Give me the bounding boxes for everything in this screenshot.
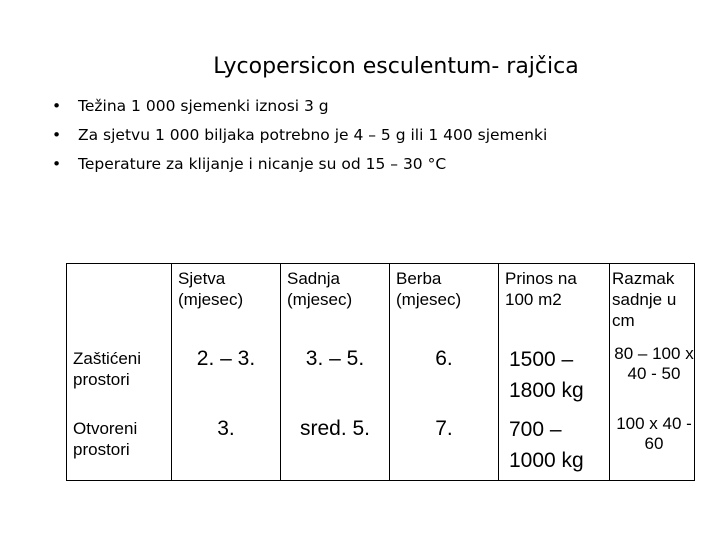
header-cell: Sadnja (mjesec) bbox=[281, 264, 390, 342]
table-cell: sred. 5. bbox=[281, 412, 390, 481]
header-cell bbox=[67, 264, 172, 342]
bullet-dot-icon: • bbox=[52, 97, 62, 115]
table-cell: 6. bbox=[390, 342, 499, 412]
slide-title: Lycopersicon esculentum- rajčica bbox=[213, 54, 579, 79]
table-cell: 700 – 1000 kg bbox=[499, 412, 610, 481]
table-header-row bbox=[67, 264, 695, 342]
bullet-dot-icon: • bbox=[52, 126, 62, 144]
table-cell: 7. bbox=[390, 412, 499, 481]
row-label: Zaštićeni prostori bbox=[67, 342, 172, 412]
table-row bbox=[67, 412, 695, 481]
row-label: Otvoreni prostori bbox=[67, 412, 172, 481]
bullet-item: • Težina 1 000 sjemenki iznosi 3 g bbox=[52, 95, 547, 124]
table-cell: 1500 – 1800 kg bbox=[499, 342, 610, 412]
table-cell: 3. bbox=[172, 412, 281, 481]
table-cell: 80 – 100 x 40 - 50 bbox=[614, 343, 694, 383]
header-cell: Razmak sadnje u cm bbox=[612, 269, 677, 330]
bullet-item: • Za sjetvu 1 000 biljaka potrebno je 4 – 5 g ili 1 400 sjemenki bbox=[52, 124, 547, 153]
table-cell: 3. – 5. bbox=[281, 342, 390, 412]
table-cell: 2. – 3. bbox=[172, 342, 281, 412]
bullet-dot-icon: • bbox=[52, 155, 62, 173]
table-row bbox=[67, 342, 695, 412]
header-cell: Sjetva (mjesec) bbox=[172, 264, 281, 342]
header-cell: Prinos na 100 m2 bbox=[499, 264, 610, 342]
data-table bbox=[66, 263, 695, 481]
header-cell: Berba (mjesec) bbox=[390, 264, 499, 342]
table-cell: 100 x 40 - 60 bbox=[616, 413, 692, 453]
bullet-item: • Teperature za klijanje i nicanje su od 15 – 30 °C bbox=[52, 153, 547, 182]
bullet-list bbox=[52, 95, 547, 182]
